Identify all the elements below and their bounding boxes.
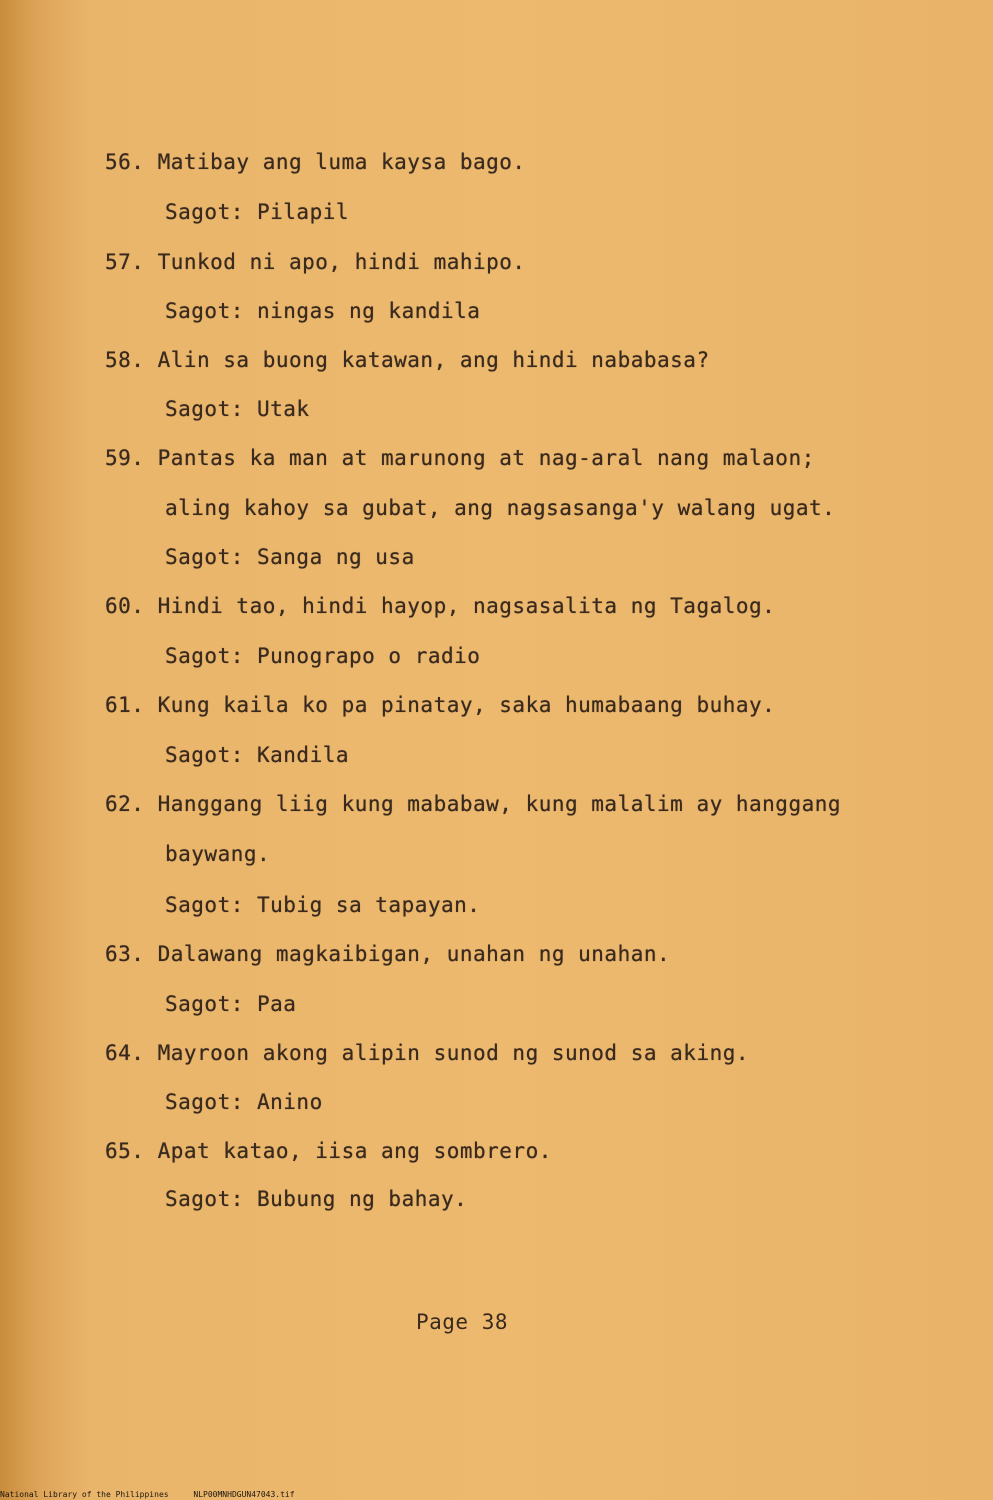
riddle-61-answer: Sagot: Kandila [165, 743, 350, 767]
riddle-63-answer: Sagot: Paa [165, 992, 297, 1016]
riddle-63-question: 63. Dalawang magkaibigan, unahan ng unahan. [105, 942, 671, 966]
riddle-60-question: 60. Hindi tao, hindi hayop, nagsasalita ng Tagalog. [105, 594, 776, 618]
riddle-58-question: 58. Alin sa buong katawan, ang hindi nababasa? [105, 348, 710, 372]
riddle-60-answer: Sagot: Punograpo o radio [165, 644, 481, 668]
riddle-59-answer: Sagot: Sanga ng usa [165, 545, 415, 569]
riddle-62-question-continued: baywang. [165, 842, 271, 866]
riddle-59-question-continued: aling kahoy sa gubat, ang nagsasanga'y walang ugat. [165, 496, 836, 520]
page-number: Page 38 [416, 1310, 509, 1334]
riddle-56-answer: Sagot: Pilapil [165, 200, 350, 224]
riddle-62-answer: Sagot: Tubig sa tapayan. [165, 893, 481, 917]
riddle-62-question: 62. Hanggang liig kung mababaw, kung malalim ay hanggang [105, 792, 842, 816]
riddle-59-question: 59. Pantas ka man at marunong at nag-aral nang malaon; [105, 446, 815, 470]
riddle-65-question: 65. Apat katao, iisa ang sombrero. [105, 1139, 552, 1163]
riddle-57-question: 57. Tunkod ni apo, hindi mahipo. [105, 250, 526, 274]
riddle-58-answer: Sagot: Utak [165, 397, 310, 421]
riddle-57-answer: Sagot: ningas ng kandila [165, 299, 481, 323]
riddle-64-answer: Sagot: Anino [165, 1090, 323, 1114]
caption-filename: NLP00MNHDGUN47043.tif [193, 1490, 295, 1499]
riddle-61-question: 61. Kung kaila ko pa pinatay, saka humabaang buhay. [105, 693, 776, 717]
scan-caption [0, 1490, 993, 1500]
riddle-64-question: 64. Mayroon akong alipin sunod ng sunod sa aking. [105, 1041, 750, 1065]
riddle-65-answer: Sagot: Bubung ng bahay. [165, 1187, 468, 1211]
caption-library: National Library of the Philippines [0, 1490, 169, 1499]
riddle-56-question: 56. Matibay ang luma kaysa bago. [105, 150, 526, 174]
